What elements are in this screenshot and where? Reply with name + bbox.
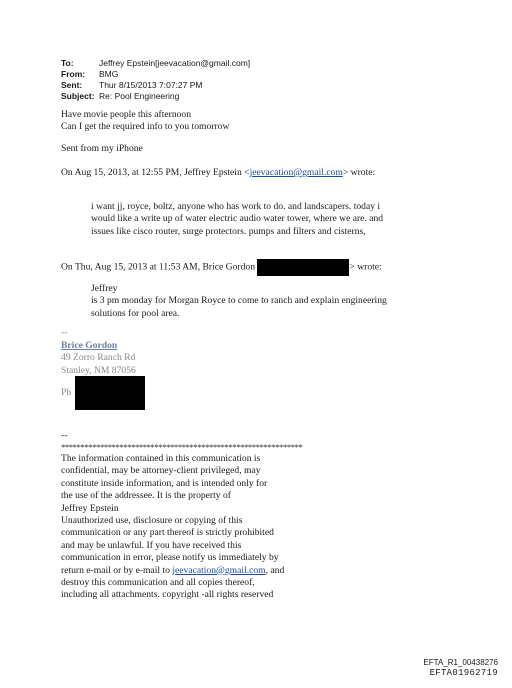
quote2-line-1: is 3 pm monday for Morgan Royce to come to ranch and explain engineering (91, 295, 387, 307)
disclaimer-line: confidential, may be attorney-client privileged, may (61, 465, 261, 477)
bates-id-1: EFTA_R1_00438276 (423, 658, 498, 667)
quote2-intro (61, 259, 382, 276)
signature-block (61, 340, 136, 377)
from-label: From: (61, 69, 86, 79)
quote1-email-link[interactable]: jeevacation@gmail.com (249, 167, 343, 178)
bates-footer (423, 657, 498, 679)
redaction-box (75, 376, 145, 410)
disclaimer-line: constitute inside information, and is intended only for (61, 477, 268, 489)
quote2-body (91, 283, 387, 320)
reply-line-1: Have movie people this afternoon (61, 109, 192, 120)
quote1-line-3: issues like cisco router, surge protectors. pumps and filters and cisterns, (91, 225, 366, 237)
quote1-intro-suffix: > wrote: (342, 167, 376, 178)
sent-label: Sent: (61, 80, 83, 90)
signature-address-2: Stanley, NM 87056 (61, 364, 136, 376)
disclaimer-body (61, 453, 284, 602)
to-label: To: (61, 58, 74, 68)
to-row (61, 58, 250, 69)
email-header (61, 58, 250, 102)
disclaimer-line: Unauthorized use, disclosure or copying of this (61, 515, 243, 527)
signature-phone-label: Ph (61, 387, 72, 398)
signature-address-1: 49 Zorro Ranch Rd (61, 352, 136, 364)
quote1-intro (61, 167, 375, 179)
reply-body (61, 109, 229, 134)
sent-from-line: Sent from my iPhone (61, 143, 143, 154)
disclaimer-dashes: -- (61, 430, 68, 441)
quote2-line-2: solutions for pool area. (91, 307, 180, 319)
bates-id-2: EFTA01962719 (429, 668, 498, 678)
reply-line-2: Can I get the required info to you tomorrow (61, 121, 230, 133)
disclaimer-line: communication in error, please notify us immediately by (61, 552, 279, 564)
disclaimer-email-link[interactable]: jeevacation@gmail.com (172, 564, 266, 576)
disclaimer-line: the use of the addressee. It is the property of (61, 490, 231, 502)
disclaimer-line: and may be unlawful. If you have received this (61, 539, 242, 551)
disclaimer-email-line (61, 565, 284, 577)
subject-value: Re: Pool Engineering (99, 91, 180, 101)
disclaimer-email-suffix: , and (265, 564, 285, 576)
sent-row (61, 80, 250, 91)
sent-value: Thur 8/15/2013 7:07:27 PM (99, 80, 203, 90)
subject-row (61, 91, 250, 102)
to-value: Jeffrey Epstein[jeevacation@gmail.com] (99, 58, 251, 68)
signature-dashes: -- (61, 327, 68, 338)
disclaimer-email-prefix: return e-mail or by e-mail to (61, 564, 173, 576)
quote2-intro-prefix: On Thu, Aug 15, 2013 at 11:53 AM, Brice Gordon (61, 261, 255, 273)
disclaimer-line: Jeffrey Epstein (61, 502, 119, 514)
quote1-body (91, 201, 383, 238)
subject-label: Subject: (61, 91, 95, 101)
redaction-box (257, 259, 349, 276)
disclaimer-line: communication or any part thereof is strictly prohibited (61, 527, 274, 539)
quote2-intro-suffix: > wrote: (349, 261, 382, 273)
quote2-salutation: Jeffrey (91, 283, 118, 294)
signature-name-link[interactable]: Brice Gordon (61, 340, 118, 351)
disclaimer-line: The information contained in this communication is (61, 453, 261, 464)
quote1-intro-prefix: On Aug 15, 2013, at 12:55 PM, Jeffrey Epstein < (61, 167, 250, 178)
quote1-line-1: i want jj, royce, boltz, anyone who has work to do. and landscapers. today i (91, 201, 381, 212)
disclaimer-line: destroy this communication and all copies thereof, (61, 577, 255, 589)
from-row (61, 69, 250, 80)
quote1-line-2: would like a write up of water electric audio water tower, where we are. and (91, 213, 384, 225)
disclaimer-stars: ************************************************************** (61, 442, 303, 452)
from-value: BMG (99, 69, 119, 79)
disclaimer-line: including all attachments. copyright -all rights reserved (61, 589, 274, 601)
